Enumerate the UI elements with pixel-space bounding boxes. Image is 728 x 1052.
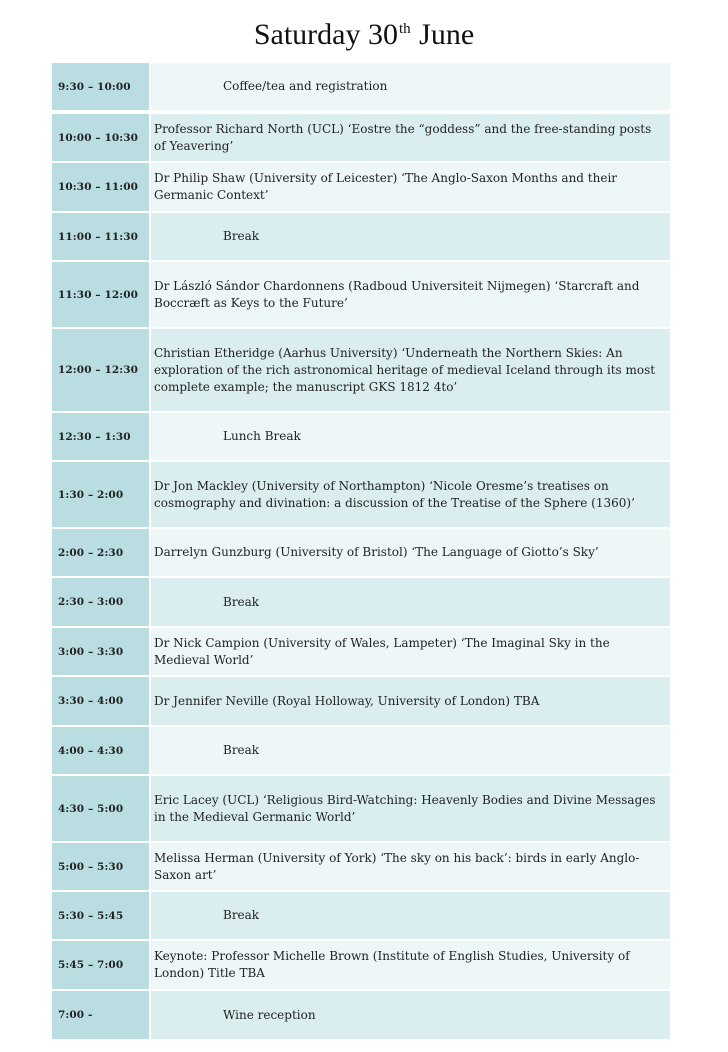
schedule-row-mackley [52,462,670,527]
time-cell: 3:00 – 3:30 [52,628,149,675]
schedule-row-break [52,578,670,626]
session-cell: Break [151,578,670,626]
time-cell: 10:30 – 11:00 [52,163,149,211]
time-cell: 12:00 – 12:30 [52,329,149,411]
time-cell: 4:30 – 5:00 [52,776,149,841]
session-cell: Dr Jennifer Neville (Royal Holloway, University of London) TBA [151,677,670,725]
time-cell: 2:00 – 2:30 [52,529,149,576]
schedule-row-break [52,727,670,774]
session-cell: Break [151,213,670,260]
schedule-row-shaw [52,163,670,211]
schedule-row-coffee [52,63,670,110]
time-cell: 3:30 – 4:00 [52,677,149,725]
session-cell: Christian Etheridge (Aarhus University) ‘Underneath the Northern Skies: An exploration of the rich astronomical heritage of medieval Iceland through its most complete example; the manuscript GKS 1812 4to’ [151,329,670,411]
time-cell: 5:30 – 5:45 [52,892,149,939]
time-cell: 1:30 – 2:00 [52,462,149,527]
session-cell: Melissa Herman (University of York) ‘The sky on his back’: birds in early Anglo-Saxon art’ [151,843,670,890]
session-cell: Break [151,892,670,939]
session-cell: Darrelyn Gunzburg (University of Bristol) ‘The Language of Giotto’s Sky’ [151,529,670,576]
schedule-row-north [52,114,670,161]
title-ordinal: th [398,21,411,37]
time-cell: 5:00 – 5:30 [52,843,149,890]
schedule-row-keynote [52,941,670,989]
session-cell: Dr László Sándor Chardonnens (Radboud Universiteit Nijmegen) ‘Starcraft and Boccræft as Keys to the Future’ [151,262,670,327]
schedule-row-wine [52,991,670,1039]
session-cell: Keynote: Professor Michelle Brown (Institute of English Studies, University of London) Title TBA [151,941,670,989]
schedule-row-neville [52,677,670,725]
schedule-row-break [52,213,670,260]
schedule-row-chardonnens [52,262,670,327]
page-title [0,18,728,52]
schedule-row-etheridge [52,329,670,411]
session-cell: Dr Philip Shaw (University of Leicester) ‘The Anglo-Saxon Months and their Germanic Context’ [151,163,670,211]
schedule-row-break [52,892,670,939]
time-cell: 4:00 – 4:30 [52,727,149,774]
session-cell: Lunch Break [151,413,670,460]
schedule-row-lunch [52,413,670,460]
schedule-row-campion [52,628,670,675]
time-cell: 7:00 - [52,991,149,1039]
schedule-row-gunzburg [52,529,670,576]
session-cell: Dr Nick Campion (University of Wales, Lampeter) ‘The Imaginal Sky in the Medieval World’ [151,628,670,675]
time-cell: 12:30 – 1:30 [52,413,149,460]
session-cell: Break [151,727,670,774]
time-cell: 9:30 – 10:00 [52,63,149,110]
session-cell: Eric Lacey (UCL) ‘Religious Bird-Watching: Heavenly Bodies and Divine Messages in the Medieval Germanic World’ [151,776,670,841]
session-cell: Professor Richard North (UCL) ‘Eostre the “goddess” and the free-standing posts of Yeavering’ [151,114,670,161]
title-month: June [419,18,475,51]
schedule-row-herman [52,843,670,890]
time-cell: 10:00 – 10:30 [52,114,149,161]
time-cell: 5:45 – 7:00 [52,941,149,989]
title-day: Saturday 30 [253,18,398,51]
session-cell: Wine reception [151,991,670,1039]
session-cell: Dr Jon Mackley (University of Northampton) ‘Nicole Oresme’s treatises on cosmography and divination: a discussion of the Treatise of the Sphere (1360)’ [151,462,670,527]
time-cell: 11:00 – 11:30 [52,213,149,260]
session-cell: Coffee/tea and registration [151,63,670,110]
schedule-row-lacey [52,776,670,841]
time-cell: 2:30 – 3:00 [52,578,149,626]
time-cell: 11:30 – 12:00 [52,262,149,327]
